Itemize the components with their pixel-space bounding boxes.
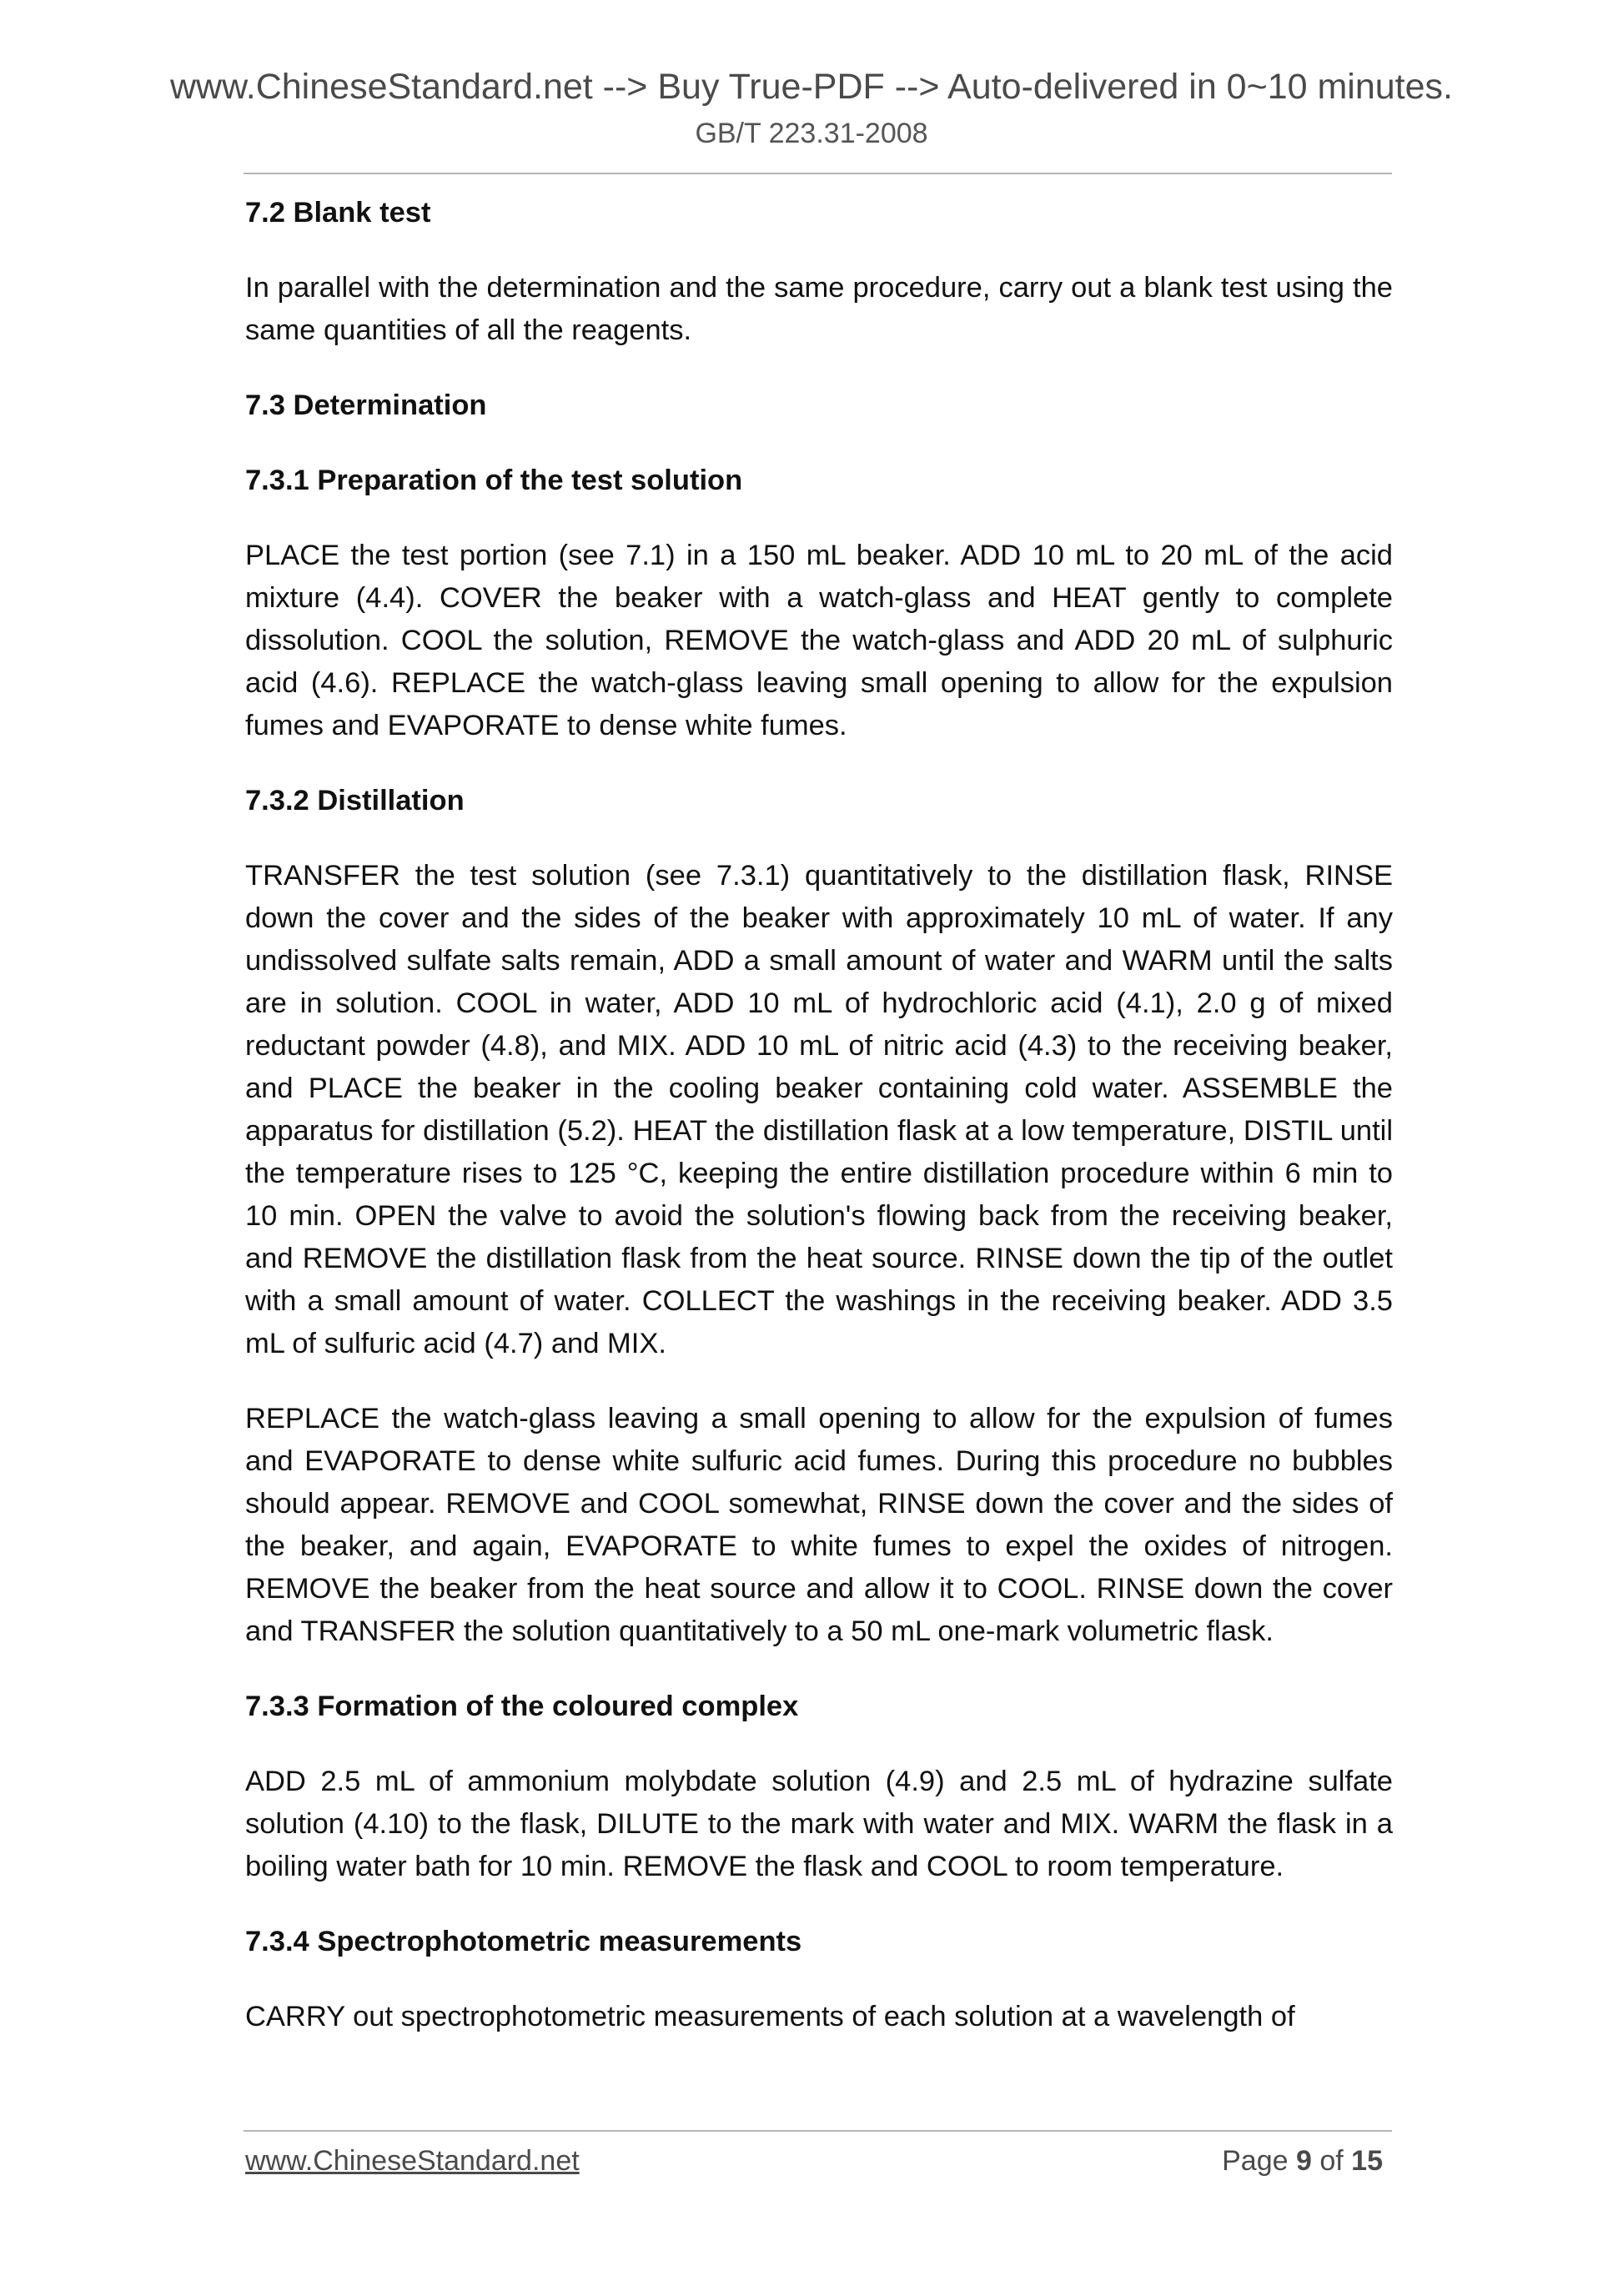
section-7-3-4-title: 7.3.4 Spectrophotometric measurements bbox=[245, 1926, 802, 1957]
section-7-3-3-text: ADD 2.5 mL of ammonium molybdate solution (4.9) and 2.5 mL of hydrazine sulfate solution (4.10) to the flask, DILUTE to the mark with water and MIX. WARM the flask in a boiling water bath for 10 min. REMOVE the flask and COOL to room temperature. bbox=[245, 1766, 1393, 1882]
section-7-3-2-text-2: REPLACE the watch-glass leaving a small opening to allow for the expulsion of fumes and EVAPORATE to dense white sulfuric acid fumes. During this procedure no bubbles should appear. REMOVE and COOL somewhat, RINSE down the cover and the sides of the beaker, and again, EVAPORATE to white fumes to expel the oxides of nitrogen. REMOVE the beaker from the heat source and allow it to COOL. RINSE down the cover and TRANSFER the solution quantitatively to a 50 mL one-mark volumetric flask. bbox=[245, 1403, 1393, 1647]
section-7-3-title: 7.3 Determination bbox=[245, 389, 487, 421]
page-indicator bbox=[1222, 2142, 1383, 2180]
section-7-3-4-text: CARRY out spectrophotometric measurements of each solution at a wavelength of bbox=[245, 2001, 1295, 2032]
section-7-3-1-text: PLACE the test portion (see 7.1) in a 150 mL beaker. ADD 10 mL to 20 mL of the acid mixture (4.4). COVER the beaker with a watch-glass and HEAT gently to complete dissolution. COOL the solution, REMOVE the watch-glass and ADD 20 mL of sulphuric acid (4.6). REPLACE the watch-glass leaving small opening to allow for the expulsion fumes and EVAPORATE to dense white fumes. bbox=[245, 540, 1393, 741]
section-7-3-2-title: 7.3.2 Distillation bbox=[245, 785, 465, 816]
section-7-3-2-text-1: TRANSFER the test solution (see 7.3.1) quantitatively to the distillation flask, RINSE down the cover and the sides of the beaker with approximately 10 mL of water. If any undissolved sulfate salts remain, ADD a small amount of water and WARM until the salts are in solution. COOL in water, ADD 10 mL of hydrochloric acid (4.1), 2.0 g of mixed reductant powder (4.8), and MIX. ADD 10 mL of nitric acid (4.3) to the receiving beaker, and PLACE the beaker in the cooling beaker containing cold water. ASSEMBLE the apparatus for distillation (5.2). HEAT the distillation flask at a low temperature, DISTIL until the temperature rises to 125 °C, keeping the entire distillation procedure within 6 min to 10 min. OPEN the valve to avoid the solution's flowing back from the receiving beaker, and REMOVE the distillation flask from the heat source. RINSE down the tip of the outlet with a small amount of water. COLLECT the washings in the receiving beaker. ADD 3.5 mL of sulfuric acid (4.7) and MIX. bbox=[245, 860, 1393, 1359]
section-7-2-text: In parallel with the determination and the same procedure, carry out a blank test using the same quantities of all the reagents. bbox=[245, 272, 1393, 346]
section-7-2-title: 7.2 Blank test bbox=[245, 197, 431, 229]
footer-divider bbox=[244, 2130, 1392, 2132]
standard-code: GB/T 223.31-2008 bbox=[695, 118, 928, 149]
footer-website-link[interactable]: www.ChineseStandard.net bbox=[245, 2145, 580, 2177]
page-prefix: Page bbox=[1222, 2145, 1289, 2177]
page-current: 9 bbox=[1295, 2145, 1312, 2177]
section-7-3-1-title: 7.3.1 Preparation of the test solution bbox=[245, 465, 743, 496]
page-total: 15 bbox=[1351, 2145, 1383, 2177]
section-7-3-3-title: 7.3.3 Formation of the coloured complex bbox=[245, 1691, 799, 1722]
header-banner: www.ChineseStandard.net --> Buy True-PDF --> Auto-delivered in 0~10 minutes. bbox=[169, 67, 1453, 107]
header-divider bbox=[244, 173, 1392, 174]
page-of: of bbox=[1319, 2145, 1344, 2177]
document-body bbox=[245, 192, 1393, 2071]
